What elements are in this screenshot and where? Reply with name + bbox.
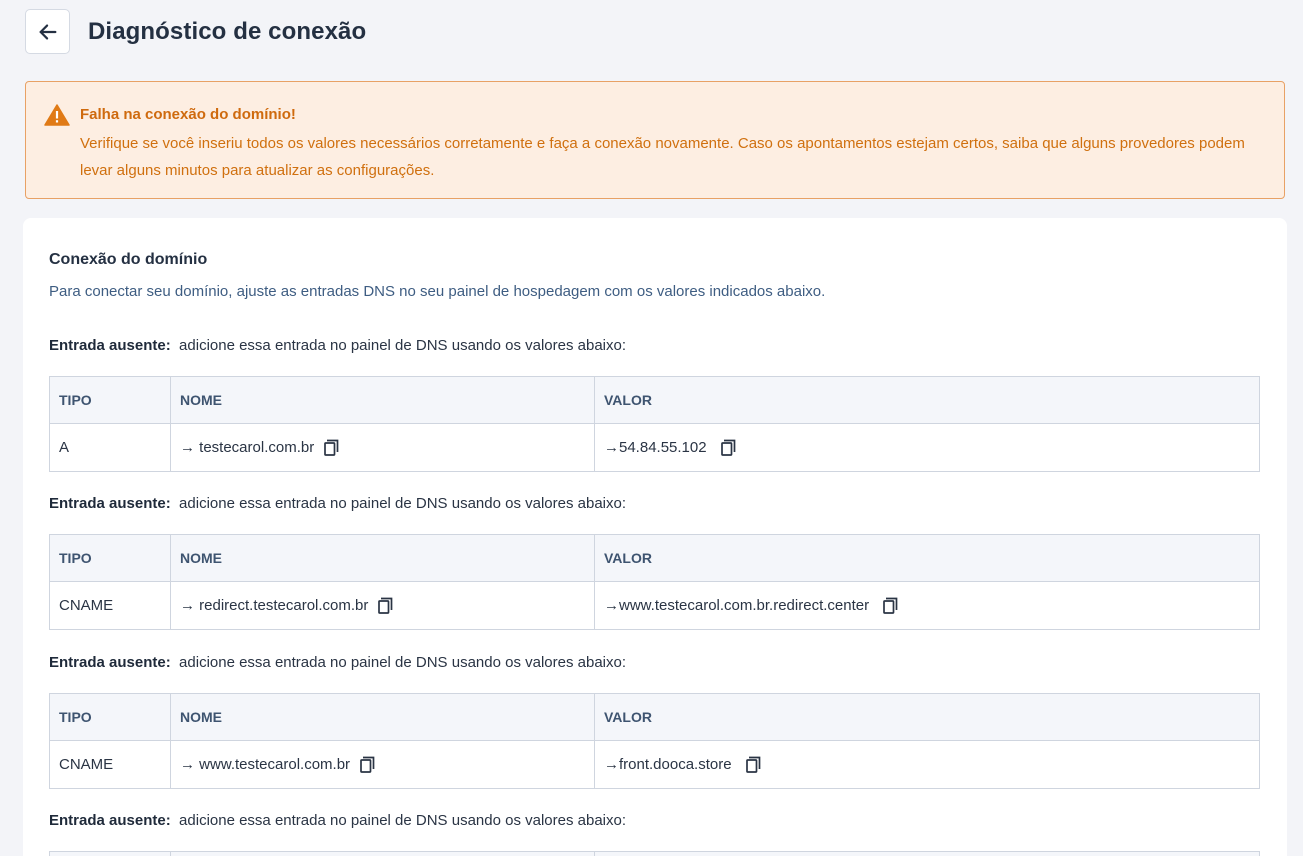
cell-valor [595, 424, 1260, 472]
copy-nome-button[interactable] [324, 439, 339, 456]
alert-title: Falha na conexão do domínio! [80, 106, 296, 123]
alert-message: Verifique se você inseriu todos os valores necessários corretamente e faça a conexão novamente. Caso os apontamentos estejam certos, saiba que alguns provedores podem levar alguns minutos para atualizar as configurações. [80, 135, 1245, 179]
header-nome [171, 852, 595, 856]
header-tipo: TIPO [50, 535, 171, 582]
header-valor: VALOR [595, 377, 1260, 424]
cell-tipo: CNAME [50, 741, 171, 789]
entry-label-text: adicione essa entrada no painel de DNS usando os valores abaixo: [179, 495, 627, 512]
entry-label [49, 812, 626, 829]
table-header-row [50, 377, 1260, 424]
table-header-row [50, 852, 1260, 856]
header-tipo [50, 852, 171, 856]
dns-entry-table [49, 534, 1260, 630]
header-valor: VALOR [595, 694, 1260, 741]
header-valor: VALOR [595, 535, 1260, 582]
nome-value: → testecarol.com.br [180, 439, 315, 456]
dns-entry-table [49, 376, 1260, 472]
table-row [50, 741, 1260, 789]
entry-label-text: adicione essa entrada no painel de DNS usando os valores abaixo: [179, 337, 627, 354]
cell-nome [171, 424, 595, 472]
entry-label-strong: Entrada ausente: [49, 654, 171, 671]
header-nome: NOME [171, 694, 595, 741]
back-button[interactable] [25, 9, 70, 54]
entry-label-strong: Entrada ausente: [49, 337, 171, 354]
copy-valor-button[interactable] [721, 439, 736, 456]
entry-label-strong: Entrada ausente: [49, 812, 171, 829]
table-row [50, 424, 1260, 472]
entry-label-text: adicione essa entrada no painel de DNS usando os valores abaixo: [179, 654, 627, 671]
header-tipo: TIPO [50, 377, 171, 424]
warning-triangle-icon [44, 104, 70, 126]
page-title: Diagnóstico de conexão [88, 17, 367, 45]
header-nome: NOME [171, 377, 595, 424]
valor-value: →54.84.55.102 [604, 439, 707, 456]
connection-error-alert [25, 81, 1285, 199]
dns-entry-table [49, 851, 1260, 856]
table-header-row [50, 535, 1260, 582]
entry-label [49, 654, 626, 671]
cell-nome [171, 582, 595, 630]
copy-icon [378, 597, 393, 614]
header-nome: NOME [171, 535, 595, 582]
card-description: Para conectar seu domínio, ajuste as entradas DNS no seu painel de hospedagem com os valores indicados abaixo. [49, 283, 826, 300]
cell-valor [595, 741, 1260, 789]
header-tipo: TIPO [50, 694, 171, 741]
nome-value: → redirect.testecarol.com.br [180, 597, 369, 614]
dns-entry-table [49, 693, 1260, 789]
entry-label [49, 495, 626, 512]
valor-value: →www.testecarol.com.br.redirect.center [604, 597, 870, 614]
card-title: Conexão do domínio [49, 251, 208, 268]
entry-label [49, 337, 626, 354]
cell-nome [171, 741, 595, 789]
table-row [50, 582, 1260, 630]
cell-tipo: CNAME [50, 582, 171, 630]
copy-icon [883, 597, 898, 614]
header-valor [595, 852, 1260, 856]
nome-value: → www.testecarol.com.br [180, 756, 351, 773]
copy-icon [721, 439, 736, 456]
cell-tipo: A [50, 424, 171, 472]
copy-icon [324, 439, 339, 456]
domain-connection-card [23, 218, 1287, 856]
page-header [25, 9, 366, 54]
cell-valor [595, 582, 1260, 630]
copy-icon [360, 756, 375, 773]
copy-valor-button[interactable] [746, 756, 761, 773]
copy-nome-button[interactable] [378, 597, 393, 614]
copy-icon [746, 756, 761, 773]
valor-value: →front.dooca.store [604, 756, 732, 773]
entry-label-strong: Entrada ausente: [49, 495, 171, 512]
copy-valor-button[interactable] [883, 597, 898, 614]
entry-label-text: adicione essa entrada no painel de DNS usando os valores abaixo: [179, 812, 627, 829]
table-header-row [50, 694, 1260, 741]
copy-nome-button[interactable] [360, 756, 375, 773]
arrow-left-icon [37, 21, 59, 43]
